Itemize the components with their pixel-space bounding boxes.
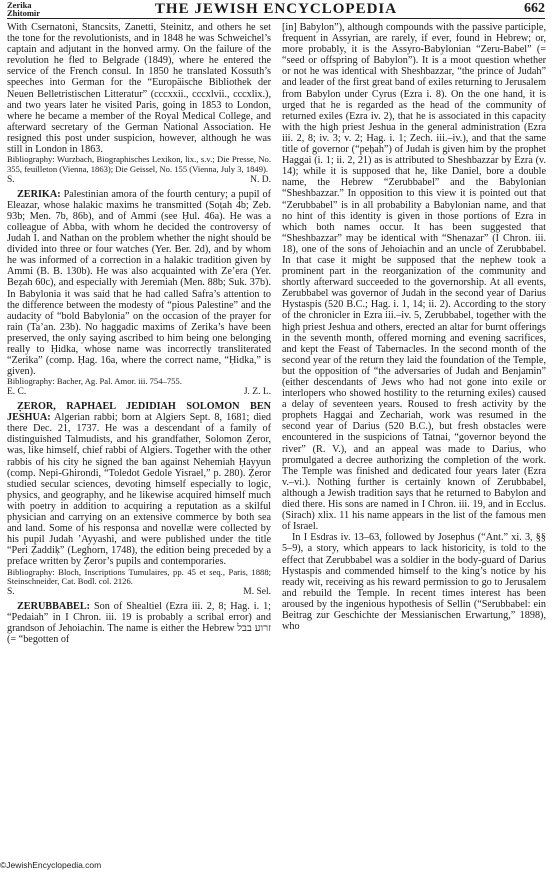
signature-line [7, 175, 271, 186]
article-zerika [7, 189, 271, 378]
signature-line [7, 587, 271, 598]
copyright-footer: ©JewishEncyclopedia.com [0, 860, 102, 870]
page-number: 662 [524, 1, 545, 16]
signature-right: M. Sel. [243, 587, 271, 598]
article-zeror [7, 401, 271, 567]
running-head-first: Zerika [7, 0, 32, 10]
signature-right: J. Z. L. [243, 387, 271, 398]
running-head-last: Zhitomir [7, 8, 41, 18]
article-zerubbabel [7, 601, 271, 645]
article-body: Algerian rabbi; born at Algiers Sept. 8, 1681; died there Dec. 21, 1737. He was a descendant of a family of distinguished Talmudists, and his grandfather, Solomon Ẓeror, was, like himself, chief rabbi of Algiers. Together with the other rabbis of his city he signed the ban against Nehemiah Ḥayyun (comp. Nepi-Ghirondi, “Toledot Gedole Yisrael,” p. 280). Ẓeror studied secular sciences, devoting himself especially to logic, physics, and geography, and he likewise acquired himself much with poetry in addition to acquiring a reputation as a skilful physician and carrying on an extensive commerce by both sea and land. Some of his responsa and novellæ were collected by his pupil Judah ’Ayyashi, and were published under the title “Peri Ẓaddiḳ” (Leghorn, 1748), the edition being preceded by a preface written by Ẓeror’s pupils and contemporaries. [7, 412, 271, 568]
continuation-paragraph: With Csernatoni, Stancsits, Zanetti, Steinitz, and others he set the tone for the revolutionists, and in 1848 he was Schweichel’s captain and adjutant in the honved army. On the failure of the revolution he fled to Belgrade (1849), where he entered the service of the French consul. In 1850 he translated Kossuth’s speeches into German for the “Europäische Bibliothek der Neuen Belletristischen Litteratur” (cccxxii., cccxlvii., cccxlix.), and two years later he visited Paris, going in 1853 to London, where he became a member of the Royal Medical College, and afterward secretary of the German National Association. He resigned this post under suspicion, however, although he was still in London in 1863. [7, 22, 271, 156]
signature-left: S. [7, 587, 15, 598]
encyclopedia-title: THE JEWISH ENCYCLOPEDIA [154, 1, 398, 17]
paragraph: In I Esdras iv. 13–63, followed by Josephus (“Ant.” xi. 3, §§ 5–9), a story, which appears to lack historicity, is told to the effect that Zerubbabel was a soldier in the body-guard of Darius Hystaspis and commended himself to the king’s notice by his ready wit, receiving as his reward permission to go to Jerusalem and rebuild the Temple. In recent times interest has been aroused by the ingenious hypothesis of Sellin (“Serubbabel: ein Beitrag zur Geschichte der Messianischen Erwartung,” 1898), who [282, 532, 546, 633]
bibliography: Bibliography: Bacher, Ag. Pal. Amor. iii. 754–755. [7, 376, 182, 387]
continuation-paragraph: [in] Babylon”), although compounds with the passive participle, frequent in Assyrian, are rarely, if ever, found in Hebrew; or, more probably, it is the Assyro-Babylonian “Zeru-Babel” (= “seed or offspring of Babylon”). It is a moot question whether or not he was identical with Sheshbazzar, “the prince of Judah” and leader of the first great band of exiles returning to Jerusalem from Babylon under Cyrus (Ezra i. 8). On the one hand, it is urged that he is regarded as the head of the community of returned exiles (Ezra iv. 2), that he is associated in this capacity with the high priest Jeshua in the general administration (Ezra iii. 2, 8; iv. 3; v. 2; Hag. i. 1; Zech. iii.–iv.), and that the same title of governor (“peḥah”) of Judah is given him by the prophet Haggai (i. 1; ii. 2, 21) as is attributed to Sheshbazzar by Ezra (v. 14); while it is supposed that he, like Daniel, bore a double name, the Hebrew “Zerubbabel” and the Babylonian “Sheshbazzar.” In opposition to this view it is pointed out that “Zerubbabel” is in all probability a Babylonian name, and that no hint of this identity is given in those portions of Ezra in which both names occur. It has been suggested that “Sheshbazzar” may be identical with “Shenazar” (I Chron. iii. 18), one of the sons of Jehoiachin and an uncle of Zerubbabel. In that case it might be supposed that the nephew took a prominent part in the reorganization of the community and shortly afterward succeeded to the governorship. At all events, Zerubbabel was governor of Judah in the second year of Darius Hystaspis (520 B.C.; Hag. i. 1, 14; ii. 2). According to the story of the chronicler in Ezra iii.–iv. 5, Zerubbabel, together with the high priest Jeshua and others, erected an altar for burnt offerings in the seventh month, offered morning and evening sacrifices, and kept the Feast of Tabernacles. In the second month of the second year of the return they laid the foundation of the Temple, but the opposition of “the adversaries of Judah and Benjamin” (either descendants of Jews who had not gone into exile or interlopers who showed hostility to the returning exiles) caused a delay of seventeen years. Roused to fresh activity by the prophets Haggai and Zechariah, work was resumed in the second year of Darius (520 B.C.), but fresh obstacles were encountered in the suspicions of Tatnai, “governor beyond the river” (R. V.), and an appeal was made to Darius, who promulgated a decree authorizing the completion of the work. The Temple was finished and dedicated four years later (Ezra v.–vi.). Nothing further is certainly known of Zerubbabel, although a Jewish tradition says that he returned to Babylon and died there. His sons are named in I Chron. iii. 19, and in Ecclus. (Sirach) xlix. 11 his name appears in the list of the famous men of Israel. [282, 22, 546, 533]
page-header [7, 0, 545, 19]
left-column [7, 22, 271, 854]
bibliography: Bibliography: Wurzbach, Biographisches Lexikon, lix., s.v.; Die Presse, No. 355, feuilleton (Vienna, 1863); Die Geissel, No. 155 (Vienna, July 3, 1849). [7, 154, 271, 174]
right-column [282, 22, 546, 854]
article-heading: ZERUBBABEL: [17, 601, 91, 613]
signature-line [7, 387, 271, 398]
signature-right: N. D. [250, 174, 271, 185]
signature-left: E. C. [7, 387, 27, 398]
bibliography: Bibliography: Bloch, Inscriptions Tumulaires, pp. 45 et seq., Paris, 1888; Steinschneider, Cat. Bodl. col. 2126. [7, 566, 271, 587]
article-heading: ZERIKA: [17, 188, 61, 200]
article-heading: ẒEROR, RAPHAEL JEDIDIAH SOLOMON BEN JESHUA: [7, 401, 271, 424]
article-body: Son of Shealtiel (Ezra iii. 2, 8; Hag. i. 1; “Pedaiah” in I Chron. iii. 19 is probably a scribal error) and grandson of Jehoiachin. The name is either the Hebrew זרוע בבל (= “begotten of [7, 601, 271, 646]
signature-left: S. [7, 174, 15, 185]
article-body: Palestinian amora of the fourth century; a pupil of Eleazar, whose halakic maxims he transmitted (Soṭah 4b; Zeb. 93b; Men. 7b, 86b), and of Ammi (see Ḥul. 46a). He was a colleague of Abba, with whom he decided the controversy of Judah I. and Nathan on the problem whether the night should be divided into three or four watches (Yer. Ber. 2d), and by whom he was informed of a correction in a halakic tradition given by Ammi (B. B. 130b). He was also acquainted with Ze’era (Yer. Beẓah 60c), and especially with Jeremiah (Men. 88b; Suk. 37b). In Babylonia it was said that he had called Safra’s attention to the difference between the modesty of “pious Palestine” and the audacity of “bold Babylonia” on the occasion of the prayer for rain (Ta’an. 23b). No haggadic maxims of Zerika’s have been preserved, the only saying ascribed to him being one belonging really to Ḥidka, whose name was incorrectly transliterated “Zerika” (comp. Ḥag. 16a, where the correct name, “Ḥidka,” is given). [7, 188, 271, 378]
